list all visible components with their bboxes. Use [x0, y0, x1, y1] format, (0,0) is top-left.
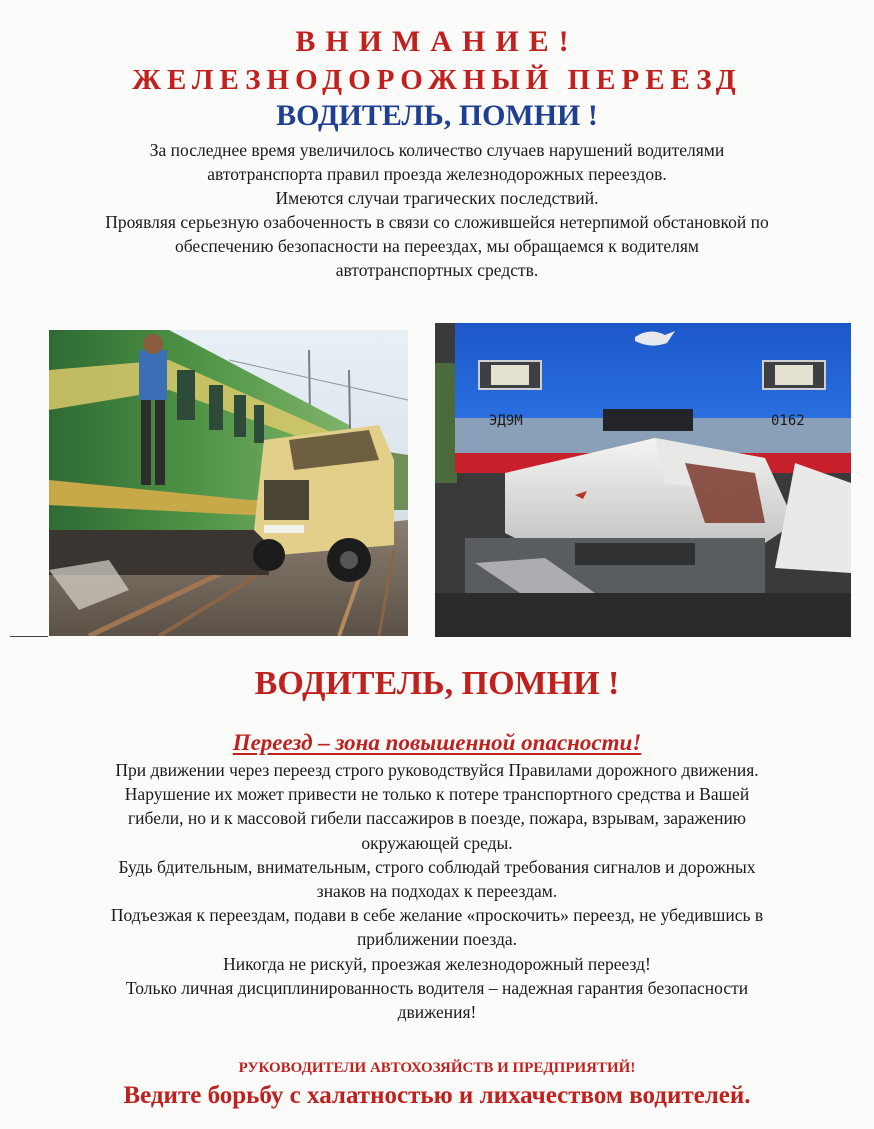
intro-paragraph: [0, 138, 874, 282]
managers-heading: РУКОВОДИТЕЛИ АВТОХОЗЯЙСТВ И ПРЕДПРИЯТИЙ!: [238, 1060, 636, 1076]
intro-line: обеспечению безопасности на переездах, мы обращаемся к водителям: [174, 236, 700, 256]
rules-line: При движении через переезд строго руководствуйся Правилами дорожного движения.: [115, 760, 759, 780]
rules-line: окружающей среды.: [361, 832, 513, 853]
rules-line: приближении поезда.: [356, 929, 518, 950]
crossing-heading: ЖЕЛЕЗНОДОРОЖНЫЙ ПЕРЕЕЗД: [132, 64, 742, 96]
train-truck-collision-illustration: [49, 330, 408, 636]
rules-line: Будь бдительным, внимательным, строго соблюдай требования сигналов и дорожных: [118, 856, 756, 877]
driver-remember-heading: ВОДИТЕЛЬ, ПОМНИ !: [276, 99, 598, 132]
intro-line: За последнее время увеличилось количество случаев нарушений водителями: [149, 140, 725, 160]
fight-recklessness-heading: Ведите борьбу с халатностью и лихачеством водителей.: [123, 1082, 751, 1109]
rules-line: Только личная дисциплинированность водителя – надежная гарантия безопасности: [125, 977, 749, 998]
rules-paragraph: [0, 758, 874, 1024]
locomotive-model-label: ЭД9М: [489, 413, 523, 429]
danger-zone-heading: Переезд – зона повышенной опасности!: [232, 730, 642, 755]
rules-line: Нарушение их может привести не только к потере транспортного средства и Вашей: [124, 784, 750, 805]
locomotive-car-crash-photo: [435, 323, 851, 637]
rules-line: Никогда не рискуй, проезжая железнодорожный переезд!: [223, 953, 651, 974]
rules-line: гибели, но и к массовой гибели пассажиров в поезде, пожара, взрывам, заражению: [128, 808, 746, 829]
attention-heading: ВНИМАНИЕ!: [295, 25, 579, 58]
rules-line: движения!: [397, 1002, 477, 1023]
intro-line: Проявляя серьезную озабоченность в связи со сложившейся нетерпимой обстановкой по: [105, 212, 769, 232]
rules-line: знаков на подходах к переездам.: [316, 881, 558, 902]
intro-line: автотранспортных средств.: [335, 260, 539, 280]
train-truck-collision-photo: [49, 330, 408, 636]
locomotive-car-crash-illustration: [435, 323, 851, 637]
locomotive-number-label: 0162: [771, 413, 805, 429]
rules-line: Подъезжая к переездам, подави в себе желание «проскочить» переезд, не убедившись в: [110, 905, 764, 926]
intro-line: автотранспорта правил проезда железнодорожных переездов.: [207, 164, 667, 184]
divider-line: [10, 636, 48, 637]
driver-remember-red-heading: ВОДИТЕЛЬ, ПОМНИ !: [254, 665, 620, 702]
intro-line: Имеются случаи трагических последствий.: [275, 188, 599, 208]
